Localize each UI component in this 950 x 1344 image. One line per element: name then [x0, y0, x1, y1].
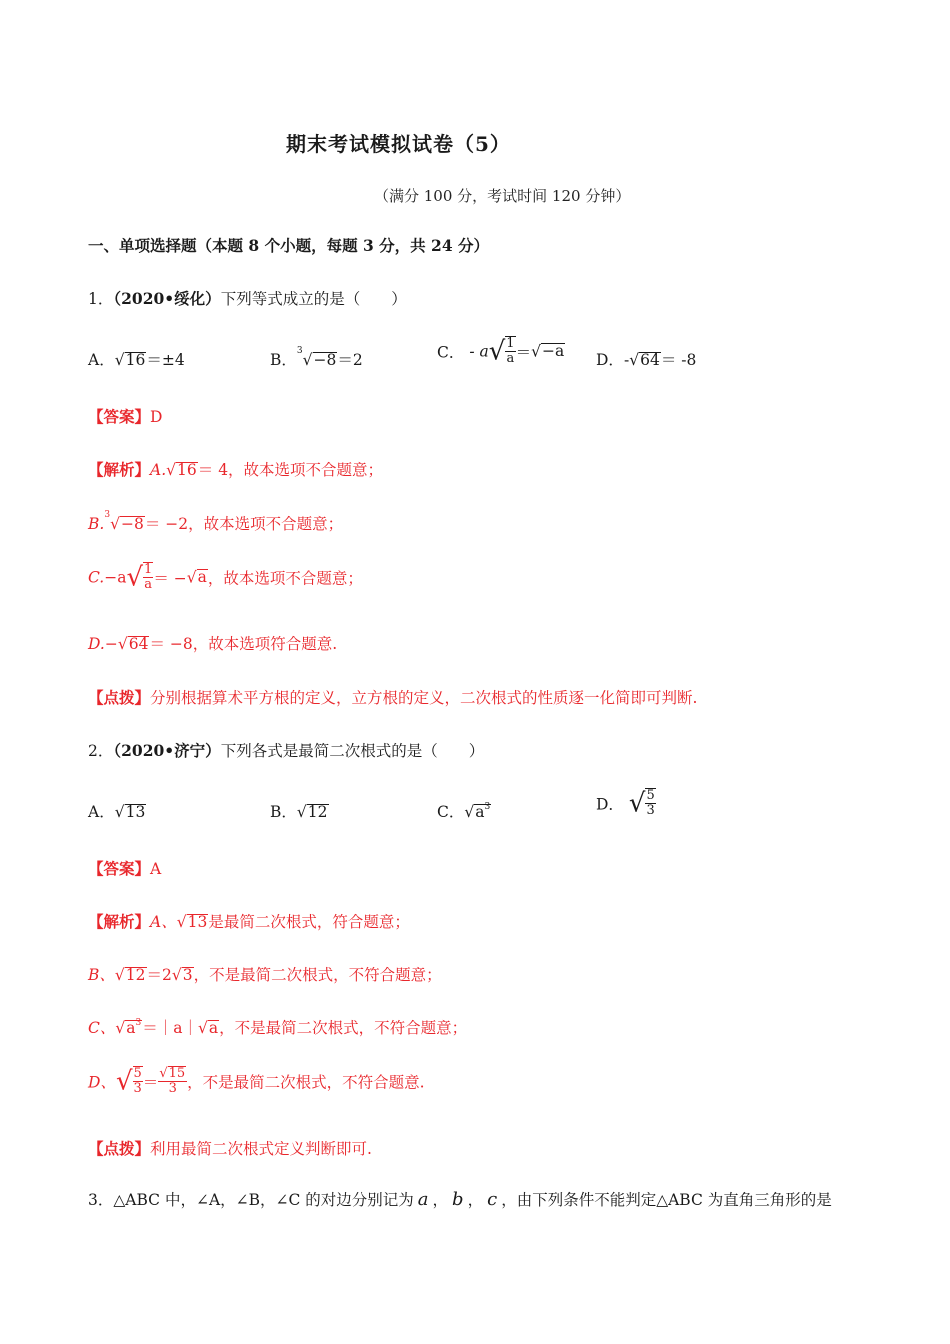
radicand: 3 — [182, 966, 193, 984]
analysis-text: ，不是最简二次根式，不符合题意； — [219, 1019, 468, 1037]
fraction — [143, 562, 153, 593]
variable-b: b — [452, 1189, 464, 1210]
q1-analysis-d: D.−√64＝ −8，故本选项符合题意. — [88, 635, 338, 653]
radicand: −8 — [120, 515, 144, 533]
question-number: 1． — [88, 290, 114, 308]
section-heading: 一、单项选择题（本题 8 个小题，每题 3 分，共 24 分） — [88, 236, 490, 255]
question-text: 下列等式成立的是（ ） — [220, 290, 407, 308]
q2-analysis-d: D、√ $\frac{5}{3}$ ＝ $\frac{√15}{3}$ ，不是最简二次根式，不符合题意. — [88, 1066, 425, 1097]
numerator: 1 — [144, 562, 153, 577]
denominator: 3 — [168, 1081, 177, 1097]
q1-option-c: C． - a√ $\frac{1}{a}$ ＝√−a — [437, 336, 565, 367]
option-prefix: - a — [469, 342, 489, 361]
analysis-text: ＝ −2，故本选项不合题意； — [144, 515, 344, 533]
fraction — [158, 1066, 187, 1097]
question-text: △ABC 中，∠A，∠B，∠C 的对边分别记为 — [113, 1191, 414, 1209]
answer-value: A — [150, 860, 162, 878]
radicand — [125, 1020, 142, 1037]
option-rest: ＝ -8 — [660, 351, 697, 369]
radicand-exponent: 3 — [484, 802, 491, 812]
fraction — [133, 1066, 143, 1097]
analysis-text: ，故本选项不合题意； — [207, 569, 363, 588]
q1-analysis-c: C.−a√ $\frac{1}{a}$ ＝ −√a，故本选项不合题意； — [88, 562, 363, 593]
option-label: D． — [596, 351, 624, 369]
question-text-end: ，由下列条件不能判定△ABC 为直角三角形的是 — [501, 1191, 832, 1209]
answer-tag: 【答案】 — [88, 859, 151, 878]
item-lead: D. — [88, 635, 105, 653]
page-subtitle: （满分 100 分，考试时间 120 分钟） — [374, 187, 631, 205]
numerator: √15 — [159, 1066, 186, 1081]
q2-analysis-b: B、√12＝2√3，不是最简二次根式，不符合题意； — [88, 966, 442, 984]
q1-option-d: D．-√64＝ -8 — [596, 351, 697, 369]
question-3-stem: 3．△ABC 中，∠A，∠B，∠C 的对边分别记为 a ， b ， c ，由下列条件不能判定△ABC 为直角三角形的是 — [88, 1189, 832, 1210]
option-label: B． — [270, 351, 297, 369]
question-number: 3． — [88, 1191, 114, 1209]
question-1-stem — [88, 287, 407, 309]
item-mid: ＝ − — [153, 569, 187, 588]
q2-tip — [88, 1137, 372, 1159]
radicand: 16 — [125, 351, 146, 369]
q1-analysis-b: B.$^3$√−8＝ −2，故本选项不合题意； — [88, 510, 344, 533]
analysis-tag: 【解析】 — [88, 460, 151, 479]
analysis-tag: 【解析】 — [88, 912, 151, 931]
radicand: 15 — [168, 1066, 186, 1081]
option-eq: ＝ — [515, 343, 532, 362]
denominator: 3 — [646, 803, 655, 819]
q2-answer — [88, 857, 161, 879]
option-label: D． — [596, 795, 624, 814]
denominator: a — [506, 351, 515, 367]
q2-option-a: A．√13 — [88, 803, 146, 821]
q1-answer — [88, 405, 162, 427]
item-lead: A、 — [150, 913, 177, 931]
radicand-base: a — [126, 1019, 136, 1037]
option-label: A． — [88, 351, 115, 369]
radicand-exponent: 3 — [135, 1018, 142, 1028]
radicand: 13 — [187, 913, 208, 931]
variable-c: c — [487, 1189, 498, 1210]
item-lead: C. — [88, 568, 105, 587]
q2-option-c: C．$√a^3$ — [437, 802, 491, 821]
radicand: −a — [541, 342, 565, 361]
numerator: 1 — [506, 336, 515, 351]
tip-text: 分别根据算术平方根的定义，立方根的定义，二次根式的性质逐一化简即可判断. — [150, 689, 698, 707]
fraction — [505, 336, 515, 367]
option-rest: ＝2 — [337, 351, 363, 369]
item-lead: B、 — [88, 966, 115, 984]
option-rest: ＝±4 — [146, 351, 185, 369]
item-lead: C、 — [88, 1019, 116, 1037]
radicand: −8 — [313, 351, 337, 369]
q2-option-d: D． √ $\frac{5}{3}$ — [596, 788, 655, 819]
question-source: （2020•济宁） — [113, 741, 221, 760]
q1-tip — [88, 686, 697, 708]
item-prefix: − — [104, 635, 118, 653]
option-label: B． — [270, 803, 297, 821]
variable-a: a — [417, 1189, 429, 1210]
item-mid: ＝2 — [146, 966, 172, 984]
tip-tag: 【点拨】 — [88, 1139, 151, 1158]
radicand: 16 — [177, 461, 197, 479]
q1-option-b: B．$^3$√−8＝2 — [270, 346, 363, 369]
radicand: a — [197, 568, 207, 587]
option-label: C． — [437, 343, 465, 362]
radicand: 13 — [125, 803, 146, 821]
q2-option-b: B．√12 — [270, 803, 328, 821]
analysis-text: ，不是最简二次根式，不符合题意. — [187, 1073, 425, 1092]
root-index: 3 — [104, 510, 111, 520]
option-label: A． — [88, 803, 115, 821]
tip-text: 利用最简二次根式定义判断即可. — [150, 1140, 372, 1158]
q2-analysis-a: 【解析】A、√13是最简二次根式，符合题意； — [88, 912, 410, 931]
tip-tag: 【点拨】 — [88, 688, 151, 707]
radicand: a — [208, 1019, 219, 1037]
numerator: 5 — [646, 788, 655, 803]
analysis-text: 是最简二次根式，符合题意； — [208, 913, 410, 931]
answer-tag: 【答案】 — [88, 407, 151, 426]
item-mid: ＝｜a｜ — [142, 1019, 198, 1037]
analysis-text: ，不是最简二次根式，不符合题意； — [193, 966, 442, 984]
denominator: a — [144, 577, 153, 593]
option-label: C． — [437, 803, 465, 821]
item-lead: A. — [150, 461, 167, 479]
radicand: 64 — [640, 351, 660, 369]
item-eq: ＝ — [142, 1073, 159, 1092]
root-index: 3 — [296, 346, 303, 356]
page-title: 期末考试模拟试卷（5） — [286, 132, 511, 156]
question-number: 2． — [88, 742, 114, 760]
numerator: 5 — [133, 1066, 142, 1081]
answer-value: D — [150, 408, 163, 426]
item-lead: B. — [88, 515, 105, 533]
option-prefix: - — [623, 351, 630, 369]
radicand: 64 — [128, 635, 149, 653]
item-lead: D、 — [88, 1073, 116, 1092]
fraction — [645, 788, 655, 819]
analysis-text: ＝ −8，故本选项符合题意. — [149, 635, 338, 653]
item-prefix: −a — [104, 568, 127, 587]
question-source: （2020•绥化） — [113, 289, 221, 308]
question-text: 下列各式是最简二次根式的是（ ） — [220, 742, 485, 760]
radicand: 12 — [125, 966, 146, 984]
question-2-stem — [88, 739, 484, 761]
q1-option-a: A．√16＝±4 — [88, 351, 185, 369]
denominator: 3 — [133, 1081, 142, 1097]
analysis-text: ＝ 4，故本选项不合题意； — [197, 461, 384, 479]
radicand: 12 — [307, 803, 328, 821]
q1-analysis-a: 【解析】A.√16＝ 4，故本选项不合题意； — [88, 460, 384, 479]
radicand — [474, 804, 491, 821]
radicand-base: a — [475, 803, 485, 821]
q2-analysis-c: C、$√a^3=|a|√a$，不是最简二次根式，不符合题意； — [88, 1018, 468, 1037]
